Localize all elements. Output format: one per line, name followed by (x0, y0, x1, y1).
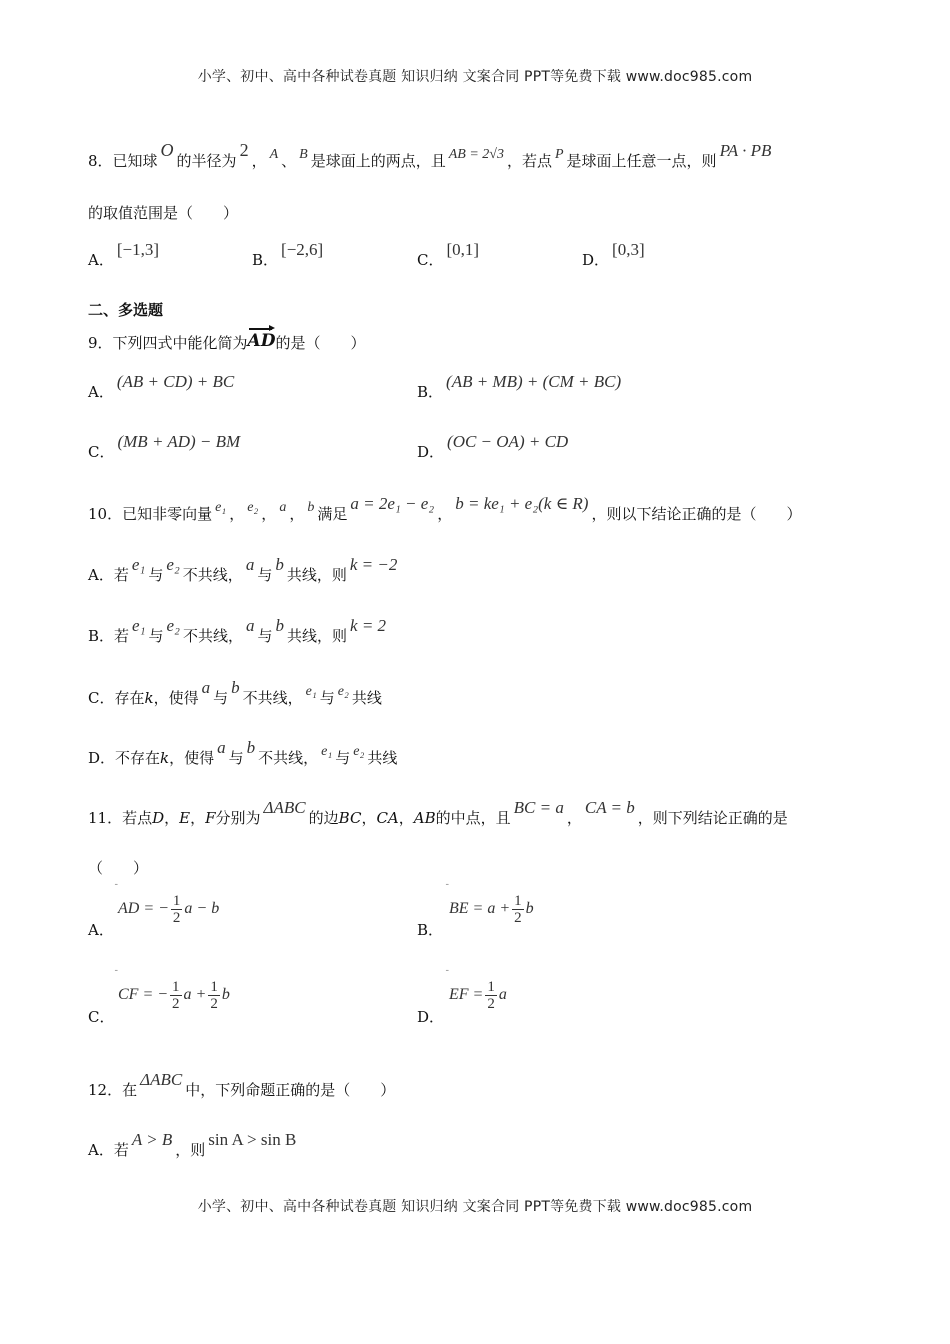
q11-comma: ， (361, 809, 377, 827)
page-header: 小学、初中、高中各种试卷真题 知识归纳 文案合同 PPT等免费下载 www.doc985.com (197, 69, 753, 85)
option-label: A． (88, 251, 114, 269)
formula-lhs: EF = (449, 986, 484, 1004)
q12-triangle: ΔABC (140, 1070, 183, 1089)
vector-mark-icon: ¯ (445, 884, 450, 894)
option-text: 共线 (367, 749, 398, 767)
var-e2: e₂ (166, 616, 180, 635)
q10-var-e2: e₂ (247, 500, 259, 515)
option-value: (MB + AD) − BM (117, 432, 241, 451)
q11-option-d-label: D． (417, 1008, 445, 1026)
q8-text-2: 是球面上的两点，且 (310, 152, 446, 170)
q10-var-b: b (307, 500, 315, 515)
q10-text: 10．已知非零向量 (88, 505, 213, 523)
var-b: b (231, 678, 240, 697)
q9-text-2: 的是（ ） (275, 334, 366, 352)
var-k: k (144, 689, 154, 707)
q8-comma: ， (251, 152, 267, 170)
q9-option-a (88, 372, 237, 402)
option-text: 不共线， (258, 749, 319, 767)
q11-text-3: 的边 (308, 809, 339, 827)
option-value: [0,1] (446, 240, 480, 259)
q8-var-B: B (299, 147, 308, 162)
fraction-numerator: 1 (172, 893, 181, 909)
q8-var-O: O (160, 140, 174, 160)
option-text: ，使得 (153, 689, 199, 707)
option-label: D．不存在 (88, 749, 161, 767)
option-text: 与 (319, 689, 335, 707)
formula-lhs: CF = − (118, 986, 169, 1004)
option-label: A．若 (88, 1141, 129, 1159)
vector-mark-icon: ¯ (445, 970, 450, 980)
var-b: b (275, 616, 285, 635)
fraction (512, 893, 524, 926)
q12-option-a (88, 1130, 299, 1160)
q10-formula-b: b = ke₁ + e₂(k ∈ R) (455, 494, 589, 513)
var-a: a (217, 738, 226, 757)
var-k: k (160, 749, 170, 767)
option-value: (AB + MB) + (CM + BC) (446, 372, 622, 391)
option-label: A． (88, 383, 114, 401)
q11-var-f: F (205, 809, 216, 827)
question-11-line-2: （ ） (88, 859, 149, 877)
q9-text: 9．下列四式中能化简为 (88, 334, 248, 352)
q11-var-e: E (179, 809, 191, 827)
var-e2: e₂ (166, 555, 180, 574)
q10-formula-a: a = 2e₁ − e₂ (350, 494, 435, 513)
option-text: 与 (335, 749, 351, 767)
option-text: 不共线， (242, 689, 303, 707)
q10-option-c (88, 678, 382, 710)
option-text: 不共线， (182, 627, 243, 645)
fraction-numerator: 1 (172, 979, 180, 995)
q11-option-a-label: A． (88, 921, 114, 939)
option-text: 与 (257, 566, 273, 584)
option-value: [−2,6] (281, 240, 324, 259)
q10-comma: ， (261, 505, 277, 523)
q11-text-4: 的中点，且 (435, 809, 511, 827)
q8-text: 的半径为 (176, 152, 237, 170)
q10-option-b (88, 616, 389, 646)
fraction (170, 979, 182, 1012)
fraction-numerator: 1 (514, 893, 522, 909)
q11-var-d: D (152, 809, 165, 827)
option-text: 与 (148, 627, 164, 645)
formula-mid: a + (183, 986, 207, 1004)
q8-option-a (88, 240, 162, 270)
option-label: A．若 (88, 566, 129, 584)
var-e1: e₁ (131, 555, 146, 574)
option-label: B． (417, 383, 444, 401)
option-value: [0,3] (612, 240, 645, 259)
fraction-denominator: 2 (210, 996, 218, 1012)
option-value: [−1,3] (116, 240, 160, 259)
q8-radius: 2 (239, 140, 249, 160)
q11-side-ab: AB (413, 809, 436, 827)
formula-rhs: b (525, 900, 534, 918)
fraction-numerator: 1 (210, 979, 218, 995)
q9-option-c (88, 432, 243, 462)
vector-mark-icon: ¯ (114, 970, 119, 980)
section-heading-multiple-choice: 二、多选题 (88, 301, 164, 319)
question-12 (88, 1070, 396, 1100)
q8-option-d (582, 240, 648, 270)
option-label: D． (417, 443, 445, 461)
option-text: ，使得 (169, 749, 215, 767)
q11-side-bc: BC (338, 809, 362, 827)
q8-var-P: P (554, 147, 564, 162)
fraction-denominator: 2 (172, 996, 180, 1012)
q11-option-b-formula (449, 893, 534, 926)
q10-option-d (88, 738, 398, 770)
q9-option-d (417, 432, 571, 462)
option-value: (AB + CD) + BC (116, 372, 235, 391)
option-text: 与 (148, 566, 164, 584)
q11-option-b-label: B． (417, 921, 444, 939)
fraction (208, 979, 220, 1012)
q9-vector-ad: AD (247, 331, 276, 351)
q10-option-a (88, 555, 400, 585)
option-value: (OC − OA) + CD (447, 432, 569, 451)
option-text: 共线，则 (287, 627, 348, 645)
option-label: C． (417, 251, 444, 269)
option-formula: k = 2 (350, 616, 387, 635)
q8-number: 8．已知球 (88, 152, 158, 170)
q11-option-c-label: C． (88, 1008, 115, 1026)
q8-option-c (417, 240, 482, 270)
var-a: a (245, 555, 255, 574)
q8-sep: 、 (281, 152, 297, 170)
q8-text-3: ，若点 (506, 152, 552, 170)
option-text: 共线，则 (286, 566, 347, 584)
q11-comma: ， (566, 809, 582, 827)
q11-text: 11．若点 (88, 809, 153, 827)
q11-comma: ， (190, 809, 206, 827)
fraction-numerator: 1 (487, 979, 495, 995)
var-b: b (275, 555, 284, 574)
q10-text-2: 满足 (317, 505, 348, 523)
formula-lhs: AD = − (118, 900, 169, 918)
q11-option-d-formula (449, 979, 507, 1012)
q11-side-ca: CA (376, 809, 399, 827)
q11-comma: ， (164, 809, 180, 827)
var-e2: e₂ (337, 684, 349, 699)
var-e1: e₁ (132, 616, 146, 635)
option-label: D． (582, 251, 610, 269)
question-10 (88, 494, 802, 526)
fraction-denominator: 2 (172, 910, 181, 926)
q8-var-A: A (269, 147, 279, 162)
question-9 (88, 333, 366, 353)
fraction (485, 979, 497, 1012)
q11-text-5: ，则下列结论正确的是 (637, 809, 788, 827)
option-label: C． (88, 443, 115, 461)
q11-triangle: ΔABC (263, 798, 306, 817)
option-formula: k = −2 (349, 555, 398, 574)
q11-option-a-formula (118, 893, 219, 926)
question-11-line-1 (88, 798, 788, 828)
q10-var-a: a (279, 500, 287, 515)
q12-text: 12．在 (88, 1081, 138, 1099)
vector-mark-icon: ¯ (114, 884, 119, 894)
formula-rhs: a − b (184, 900, 220, 918)
option-text: 不共线， (182, 566, 243, 584)
var-a: a (201, 678, 211, 697)
question-8-line-2: 的取值范围是（ ） (88, 204, 239, 222)
q10-text-3: ，则以下结论正确的是（ ） (591, 505, 802, 523)
option-text: 与 (213, 689, 229, 707)
fraction (171, 893, 183, 926)
q8-text-4: 是球面上任意一点，则 (566, 152, 717, 170)
formula-lhs: BE = a + (449, 900, 511, 918)
option-text: 与 (257, 627, 273, 645)
var-e2: e₂ (353, 744, 365, 759)
option-text: 与 (228, 749, 244, 767)
q8-option-b (252, 240, 326, 270)
q8-formula-ab: AB = 2√3 (448, 147, 504, 162)
q10-comma: ， (437, 505, 453, 523)
q8-formula-papb: PA · PB (719, 141, 772, 160)
q10-comma: ， (289, 505, 305, 523)
option-label: B．若 (88, 627, 130, 645)
formula-rhs: a (498, 986, 507, 1004)
q10-comma: ， (229, 505, 245, 523)
var-e1: e₁ (321, 744, 333, 759)
option-text: 共线 (351, 689, 382, 707)
q12-text-2: 中，下列命题正确的是（ ） (185, 1081, 396, 1099)
q9-option-b (417, 372, 624, 402)
q11-formula-bc: BC = a (513, 798, 564, 817)
q11-option-c-formula (118, 979, 230, 1012)
option-label: B． (252, 251, 279, 269)
var-e1: e₁ (305, 684, 317, 699)
option-formula: A > B (131, 1130, 173, 1149)
option-label: C．存在 (88, 689, 145, 707)
formula-rhs: b (221, 986, 230, 1004)
q11-formula-ca: CA = b (584, 798, 635, 817)
q10-var-e1: e₁ (215, 500, 227, 515)
fraction-denominator: 2 (514, 910, 522, 926)
option-formula: sin A > sin B (208, 1130, 297, 1149)
q11-comma: ， (398, 809, 414, 827)
var-b: b (246, 738, 256, 757)
var-a: a (246, 616, 255, 635)
question-8-line-1 (88, 140, 774, 173)
page-footer: 小学、初中、高中各种试卷真题 知识归纳 文案合同 PPT等免费下载 www.doc985.com (197, 1199, 753, 1215)
fraction-denominator: 2 (487, 996, 495, 1012)
q11-text-2: 分别为 (215, 809, 261, 827)
option-text: ，则 (175, 1141, 206, 1159)
